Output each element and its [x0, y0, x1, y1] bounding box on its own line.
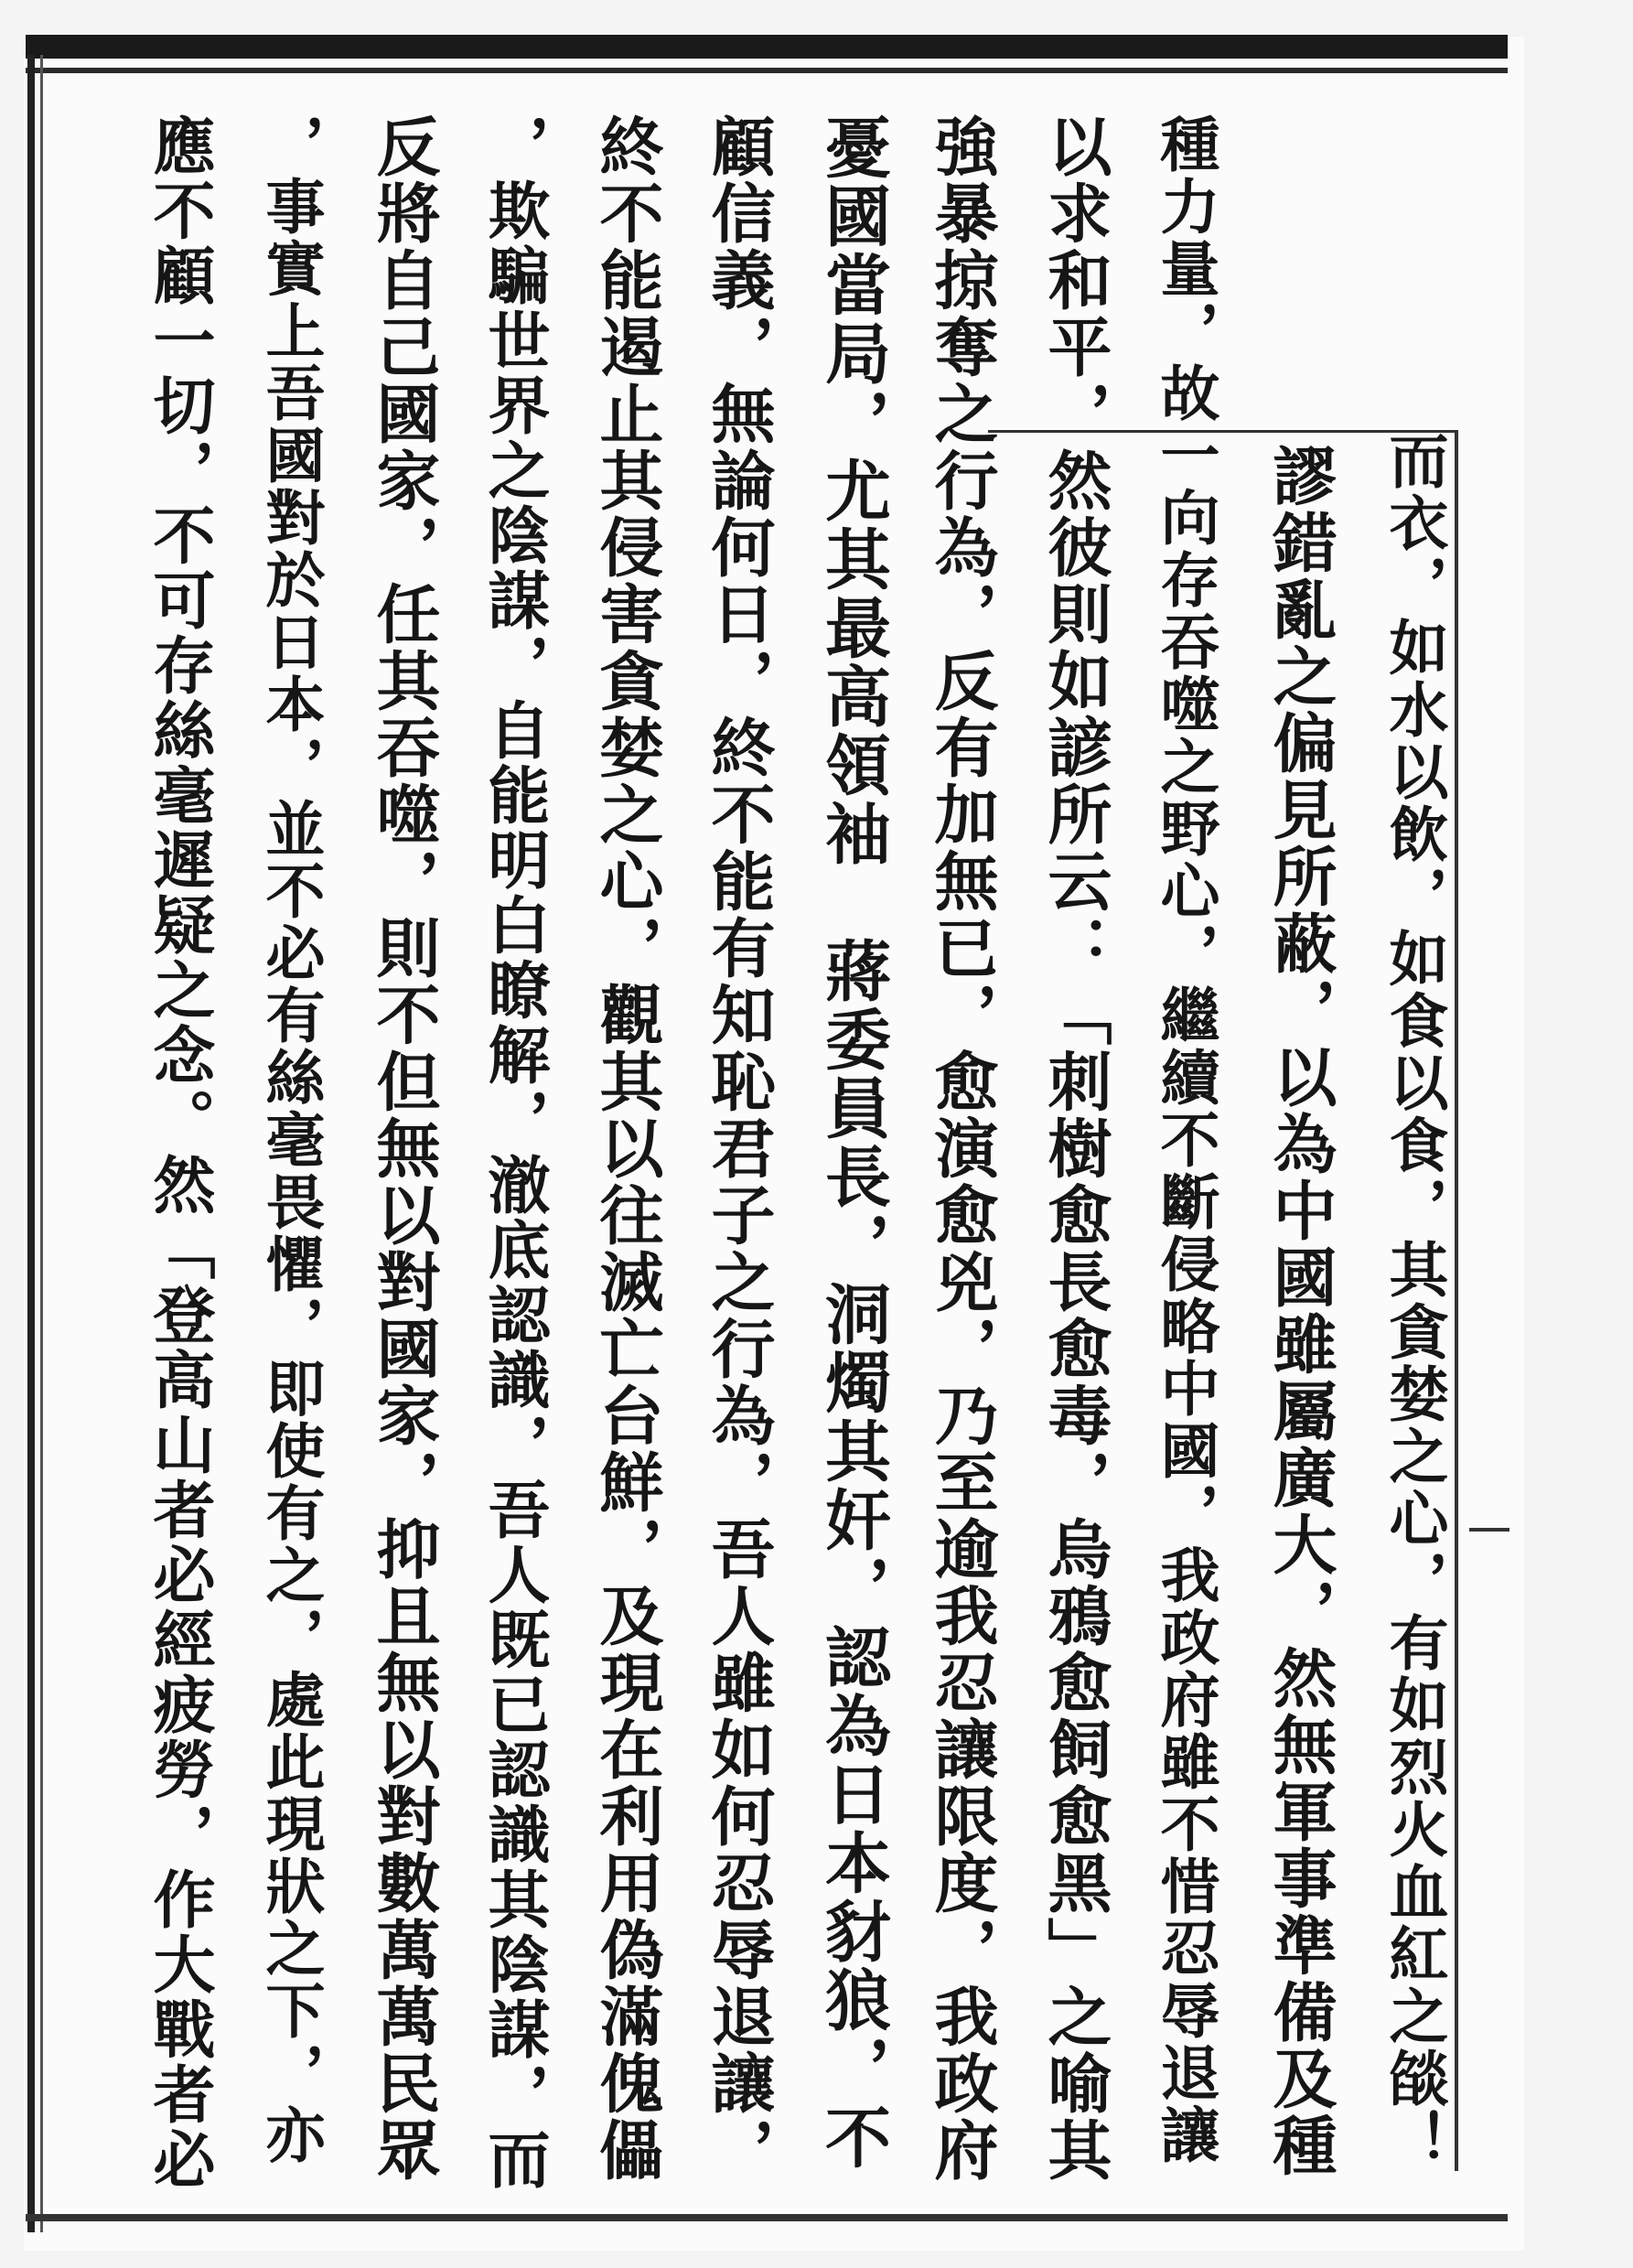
left-border-thin-rule — [40, 55, 43, 2232]
text-column-3: 種力量，故一向存吞噬之野心，繼續不斷侵略中國，我政府雖不惜忍辱退讓 — [1150, 113, 1219, 2166]
bottom-border-rule — [26, 2214, 1508, 2221]
text-column-8: 終不能遏止其侵害貪婪之心，觀其以往滅亡台鮮，及現在利用偽滿傀儡 — [589, 113, 665, 2184]
text-column-4: 以求和平，然彼則如諺所云：「刺樹愈長愈毒，烏鴉愈飼愈黑」之喻其 — [1037, 113, 1113, 2184]
left-border-rule — [27, 55, 35, 2232]
text-column-1: 而衣，如水以飲，如食以食，其貪婪之心，有如烈火血紅之燄！ — [1379, 430, 1448, 2172]
text-column-2: 謬錯亂之偏見所蔽，以為中國雖屬廣大，然無軍事準備及種 — [1262, 443, 1338, 2179]
text-column-10: 反將自己國家，任其吞噬，則不但無以對國家，抑且無以對數萬萬民眾 — [366, 113, 442, 2184]
top-border-thin-rule — [26, 68, 1508, 73]
text-column-6: 憂國當局，尤其最高領袖 蔣委員長，洞燭其奸，認為日本豺狼，不 — [814, 113, 892, 2172]
text-column-12: 應不顧一切，不可存絲毫遲疑之念。然「登高山者必經疲勞，作大戰者必 — [143, 113, 216, 2192]
text-column-5: 強暴掠奪之行為，反有加無已，愈演愈兇，乃至逾我忍讓限度，我政府 — [924, 113, 1000, 2184]
margin-tick-mark — [1469, 1528, 1509, 1532]
top-border-rule — [26, 35, 1508, 59]
text-column-7: 顧信義，無論何日，終不能有知恥君子之行為，吾人雖如何忍辱退讓， — [701, 113, 777, 2184]
text-column-11: ，事實上吾國對於日本，並不必有絲毫畏懼，即使有之，處此現狀之下，亦 — [255, 113, 325, 2166]
text-column-9: ，欺騙世界之陰謀，自能明白瞭解，澈底認識，吾人既已認識其陰謀，而 — [478, 113, 551, 2192]
